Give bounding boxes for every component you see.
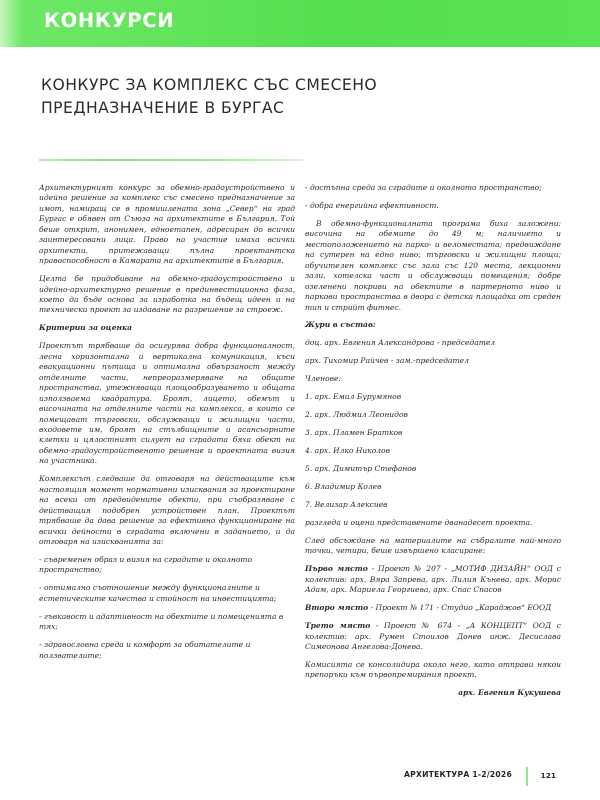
award-place-label: Трето място bbox=[305, 621, 371, 631]
paragraph-intro: Архитектурният конкурс за обемно-градоустройствено и идейно решение за комплекс със смесено предназначение за имот, намиращ се в промишлената зона „Север“ на град Бургас е обявен от Съюза на архитектите в България. Той беше открит, анонимен, едноетапен, адресиран до всички заинтересовани лица. Право на участие имаха всички архитекти, притежаващи пълна проектантска правоспособност в Камарата на архитектите в България. bbox=[39, 183, 295, 266]
paragraph-ranking-intro: След обсъждане на материалите на събралите най-много точки, четири, беше извършено класиране: bbox=[305, 535, 561, 556]
section-label: КОНКУРСИ bbox=[44, 9, 175, 32]
paragraph-goal: Целта бе придобиване на обемно-градоустройствено и идейно-архитектурно решение в прединвестиционна фаза, което да бъде основа за изработка на бъдещ идеен и на технически проект за издаване на разрешение за строеж. bbox=[39, 274, 295, 315]
article-column-right bbox=[305, 183, 561, 706]
paragraph-compliance: Комплексът следваше да отговаря на действащите към настоящия момент нормативни изисквания за проектиране на всеки от предвидените обекти, при съобразяване с действащия подобрен устройствен план. Проектът трябваше да дава решение за ефективно функциониране на всички дейности в сградата включени в заданието, и да отговаря на изискванията за: bbox=[39, 474, 295, 547]
paragraph-criteria: Проектът трябваше да осигурява добра функционалност, лесна хоризонтална и вертикална комуникация, къси евакуационни пътища и оптимална обвързаност между отделните части, непреоразмеряване на общите пространства, утежняващи площообразуването и общата използваема квадратура. Броят, лицето, обемът и височината на отделните части на комплекса, в които се помещават търговски, обслужващи и жилищни части, входовете им, броят на стълбищните и асансьорните клетки и цялостният силует на сградата бяха обект на обемно-градоустройственото решение и проектната визия на участника. bbox=[39, 341, 295, 466]
title-divider bbox=[39, 159, 303, 161]
requirement-item: - гъвкавост и адаптивност на обектите и помещенията в тях; bbox=[39, 611, 284, 632]
page-title bbox=[41, 74, 461, 120]
author-signature: арх. Евгения Кукушева bbox=[458, 688, 561, 698]
jury-member: 6. Владимир Колев bbox=[305, 482, 382, 492]
requirement-item: - здравословна среда и комфорт за обитателите и ползвателите; bbox=[39, 640, 251, 660]
jury-heading: Жури в състав: bbox=[305, 320, 376, 330]
criteria-heading: Критерии за оценка bbox=[39, 323, 133, 333]
paragraph-reviewed: разгледа и оцени представените дванадесет проекта. bbox=[305, 517, 533, 527]
section-banner bbox=[0, 0, 600, 47]
article-column-left bbox=[39, 183, 295, 669]
jury-chair: доц. арх. Евгения Александрова - председател bbox=[305, 338, 496, 348]
paragraph-program: В обемно-функционалната програма биха заложени: височина на обемите до 49 м; наличието и местоположението на парко- и веломестата; предвиждане на сутерен на едно ниво; търговски и жилищни площи; обучителен комплекс със зала със 120 места, лекционни зали, хотелска част и обслужващи помещения; добре озеленени покриви на обектите в партерното ниво и паркови пространства в двора с детска площадка от среден тип и стрийт фитнес. bbox=[305, 218, 561, 312]
jury-member: 2. арх. Людмил Леонидов bbox=[305, 410, 408, 420]
requirement-item: - съвременен образ и визия на сградите и околното пространство; bbox=[39, 555, 253, 575]
jury-member: 3. арх. Пламен Братков bbox=[305, 428, 403, 438]
jury-vice-chair: арх. Тихомир Райчев - зам.-председател bbox=[305, 356, 469, 366]
award-first-place bbox=[305, 564, 561, 595]
paragraph-conclusion: Комисията се консолидира около него, като отправи някои препоръки към първопремирания проект. bbox=[305, 660, 561, 680]
page-title-line-2: ПРЕДНАЗНАЧЕНИЕ В БУРГАС bbox=[41, 99, 285, 117]
requirement-item: - достъпна среда за сградите и околното пространство; bbox=[305, 183, 542, 192]
footer-divider bbox=[526, 767, 528, 786]
magazine-issue: АРХИТЕКТУРА 1-2/2026 bbox=[404, 770, 512, 779]
award-third-place bbox=[305, 621, 561, 652]
award-place-label: Първо място bbox=[305, 564, 368, 574]
jury-member: 1. арх. Емил Бурумянов bbox=[305, 392, 402, 402]
jury-members-label: Членове: bbox=[305, 374, 342, 384]
award-place-detail: - Проект № 207 - „МОТИФ ДИЗАЙН“ ООД с колектив: арх. Вяра Запрева, арх. Лилия Кънева, арх. Морис Адам, арх. Мариела Георгиева, арх. Спас Спасов bbox=[305, 564, 562, 595]
jury-member: 5. арх. Димитър Стефанов bbox=[305, 464, 417, 474]
award-place-label: Второ място bbox=[305, 603, 369, 613]
jury-member: 4. арх. Илко Николов bbox=[305, 446, 391, 456]
award-second-place bbox=[305, 603, 561, 613]
jury-member: 7. Велизар Алексиев bbox=[305, 500, 388, 510]
page-title-line-1: КОНКУРС ЗА КОМПЛЕКС СЪС СМЕСЕНО bbox=[41, 76, 378, 94]
requirement-item: - добра енергийна ефективност. bbox=[305, 200, 439, 210]
requirement-item: - оптимално съотношение между функционалните и естетическите качества и стойност на инвестицията; bbox=[39, 583, 277, 603]
award-place-detail: - Проект № 674 - „А КОНЦЕПТ“ ООД с колектив: арх. Румен Стоилов Донев инж. Десислава Симеонова Ангелова-Донева. bbox=[305, 621, 562, 652]
page-number: 121 bbox=[540, 770, 556, 780]
page-footer bbox=[0, 770, 600, 786]
award-place-detail: - Проект № 171 - Студио „Караджов“ ЕООД bbox=[368, 603, 552, 613]
